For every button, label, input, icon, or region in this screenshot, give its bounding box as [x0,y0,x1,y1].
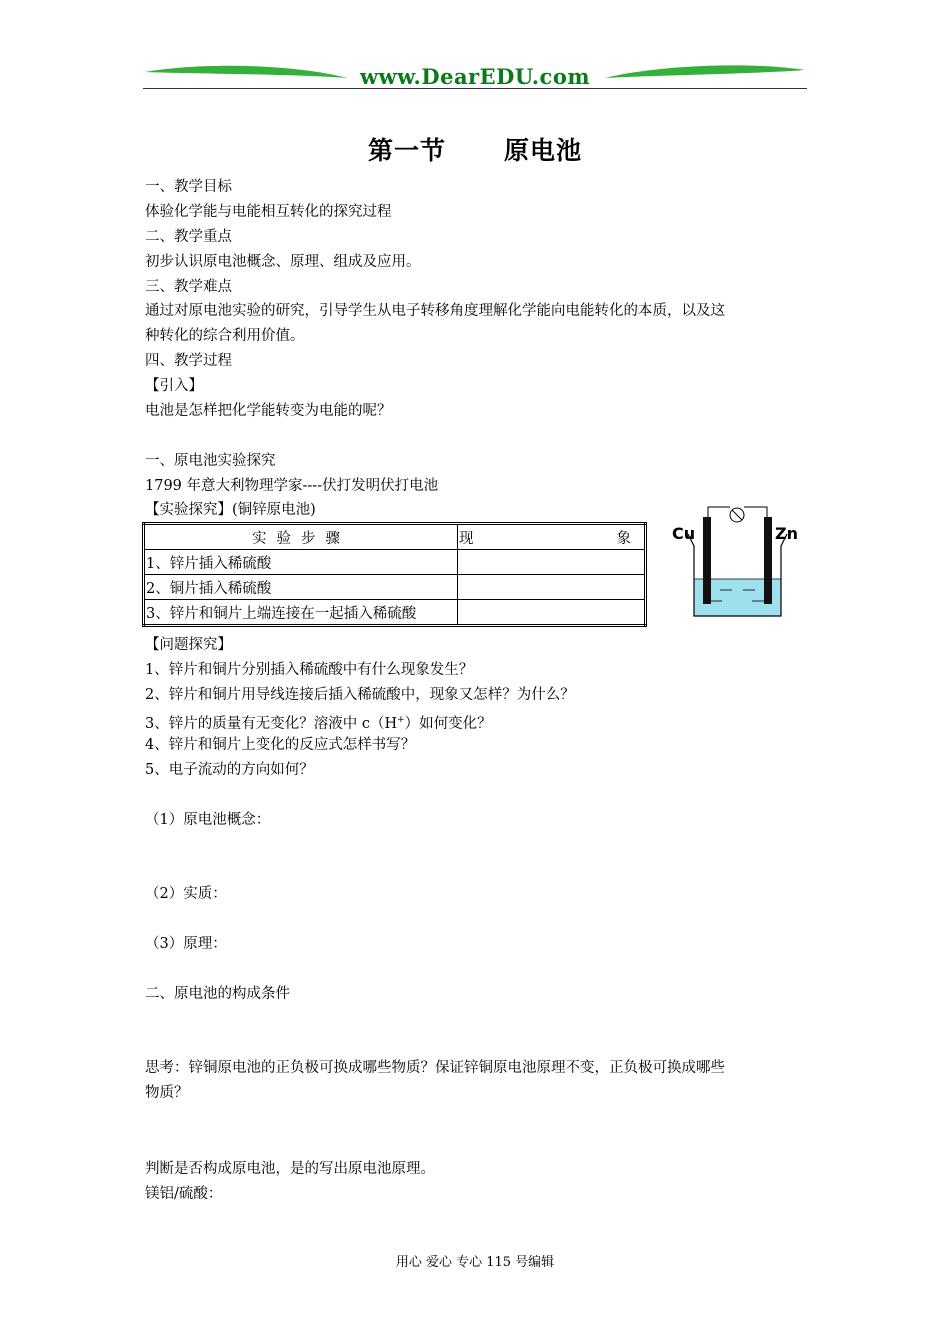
phenomenon-cell [458,550,646,575]
key-heading: 二、教学重点 [145,229,232,245]
question-tag: 【问题探究】 [145,637,232,653]
judge-instruction: 判断是否构成原电池，是的写出原电池原理。 [145,1161,435,1177]
h-plus-superscript: + [397,715,405,725]
intro-question: 电池是怎样把化学能转变为电能的呢？ [145,403,392,419]
header-phen-part: 象 [616,530,631,547]
question-2: 2、锌片和铜片用导线连接后插入稀硫酸中，现象又怎样？为什么？ [145,687,575,703]
question-5: 5、电子流动的方向如何？ [145,762,314,778]
conditions-heading: 二、原电池的构成条件 [145,986,290,1002]
think-question-line: 物质？ [145,1085,189,1101]
principle-label: （3）原理： [145,936,227,952]
question-3 [145,710,492,734]
think-question-line: 思考：锌铜原电池的正负极可换成哪些物质？保证锌铜原电池原理不变，正负极可换成哪些 [145,1060,725,1076]
concept-label: （1）原电池概念： [145,812,271,828]
step-cell: 3、锌片和铜片上端连接在一起插入稀硫酸 [144,600,458,626]
difficulty-text [145,299,809,349]
question-3-part: ）如何变化？ [404,715,492,732]
header-phen-part: 现 [459,530,474,547]
zn-label: Zn [775,524,798,543]
experiment-table [142,522,647,627]
step-cell: 1、锌片插入稀硫酸 [144,550,458,575]
header-steps: 实验步骤 [144,524,458,550]
essence-label: （2）实质： [145,886,227,902]
phenomenon-cell [458,600,646,626]
goal-heading: 一、教学目标 [145,179,232,195]
table-header-row [144,524,646,550]
intro-tag: 【引入】 [145,378,203,394]
site-url[interactable]: www.DearEDU.com [359,64,591,89]
difficulty-text-line: 通过对原电池实验的研究，引导学生从电子转移角度理解化学能向电能转化的本质，以及这 [145,303,725,319]
process-heading: 四、教学过程 [145,353,232,369]
experiment-heading: 一、原电池实验探究 [145,453,276,469]
question-4: 4、锌片和铜片上变化的反应式怎样书写？ [145,737,416,753]
table-row [144,575,646,600]
think-question [145,1056,809,1106]
table-row [144,550,646,575]
example-mg-al: 镁铝/硫酸： [145,1186,223,1202]
title-section: 第一节 [367,136,446,165]
page-footer: 用心 爱心 专心 115 号编辑 [395,1255,555,1270]
difficulty-heading: 三、教学难点 [145,279,232,295]
site-header [143,60,807,92]
question-1: 1、锌片和铜片分别插入稀硫酸中有什么现象发生？ [145,662,474,678]
experiment-label: 【实验探究】(铜锌原电池) [145,502,316,518]
phenomenon-cell [458,575,646,600]
key-text: 初步认识原电池概念、原理、组成及应用。 [145,254,421,270]
history-note: 1799 年意大利物理学家----伏打发明伏打电池 [145,478,439,494]
goal-text: 体验化学能与电能相互转化的探究过程 [145,204,392,220]
question-3-part: 3、锌片的质量有无变化？溶液中 c（H [145,715,398,732]
step-cell: 2、铜片插入稀硫酸 [144,575,458,600]
title-topic: 原电池 [504,136,583,165]
table-row [144,600,646,626]
header-phenomenon [458,524,646,550]
difficulty-text-line: 种转化的综合利用价值。 [145,328,305,344]
galvanic-cell-icon [670,502,805,624]
cu-label: Cu [672,524,696,543]
header-rule [143,88,807,89]
cu-zn-cell-diagram [670,502,805,624]
page-title [0,131,950,167]
